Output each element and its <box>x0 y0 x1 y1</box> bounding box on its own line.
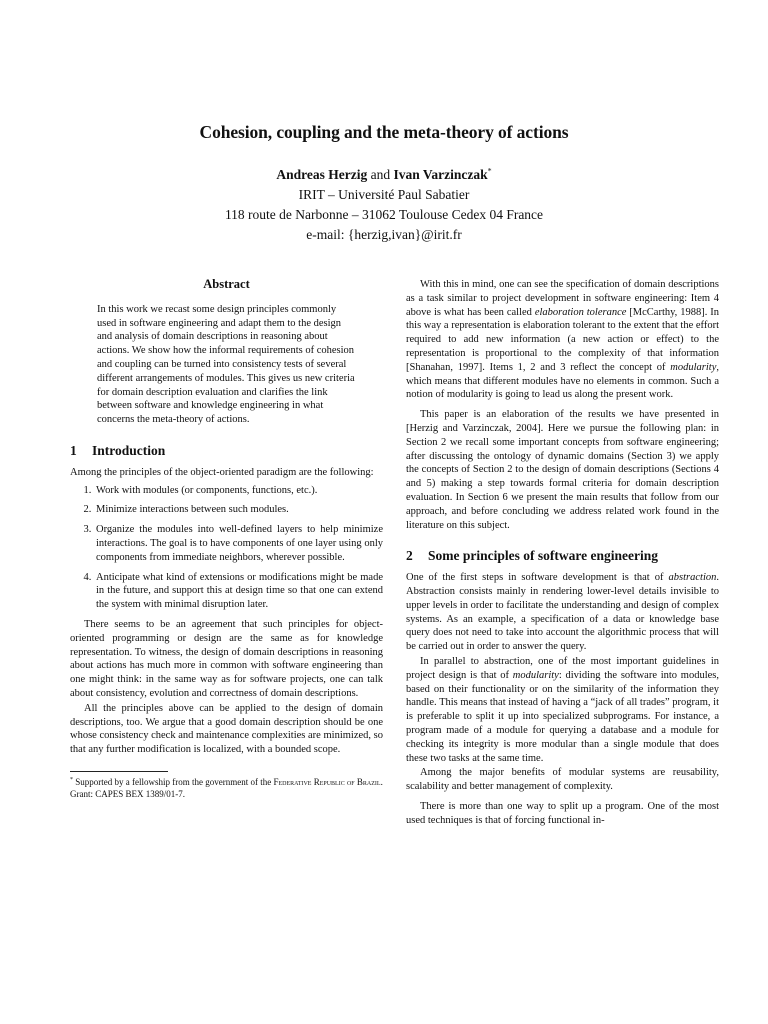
text: In parallel to abstraction, one of the most important guidelines in project design is that of <box>406 655 719 681</box>
author-line <box>0 165 768 185</box>
abstract-text: In this work we recast some design principles commonly used in software engineering and adapt them to the design and analysis of domain descriptions in reasoning about actions. We show how the informal requirements of cohesion and coupling can be turned into consistency tests of several different arrangements of modules. This gives us new criteria for domain description evaluation and clarifies the link between software and knowledge engineering in what concerns the meta-theory of actions. <box>97 303 355 426</box>
footnote-text: Supported by a fellowship from the government of the <box>75 776 274 787</box>
list-item: 2. Minimize interactions between such modules. <box>94 503 383 517</box>
right-column <box>406 278 719 827</box>
paragraph: There seems to be an agreement that such principles for object-oriented programming or design are the same as for knowledge representation. To witness, the design of domain descriptions in reasoning about actions has much more in common with software engineering than one might think: in the same way as for software projects, one can talk about consistency, evolution and correctness of domain descriptions. <box>70 618 383 699</box>
emphasis: elaboration tolerance <box>534 306 627 318</box>
paragraph: Among the major benefits of modular systems are reusability, scalability and better management of complexity. <box>406 767 719 793</box>
text: With this in mind, one can see the specification of domain descriptions as a task similar to project development in software engineering: Item 4 above is what has been called <box>406 279 719 318</box>
paragraph <box>406 655 719 765</box>
footnote-text: . Grant: CAPES BEX 1389/01-7. <box>70 776 383 799</box>
list-item: 4. Anticipate what kind of extensions or modifications might be made in the future, and support this at design time so that one can extend the system with minimal disruption later. <box>94 571 383 612</box>
left-column <box>70 278 383 800</box>
abstract-heading: Abstract <box>203 277 250 291</box>
list-item: 3. Organize the modules into well-defined layers to help minimize interactions. The goal is to have components of one layer using only components from immediate neighbors, wherever possible. <box>94 523 383 564</box>
email: e-mail: {herzig,ivan}@irit.fr <box>306 227 462 242</box>
emphasis: abstraction <box>668 572 717 584</box>
section-heading <box>406 549 719 563</box>
emphasis: modularity <box>512 669 559 681</box>
author-name: Ivan Varzinczak <box>393 167 488 182</box>
author-name: Andreas Herzig <box>276 167 368 182</box>
text: [McCarthy, 1988]. In this way a representation is elaboration tolerant to the extent that the effort required to add new information (a new action or effect) to the representation is proportional to the complexity of that information [Shanahan, 1997]. Items 1, 2 and 3 reflect the concept of <box>406 306 719 373</box>
paragraph: There is more than one way to split up a program. One of the most used techniques is that of forcing functional in- <box>406 800 719 826</box>
section-heading <box>70 444 383 458</box>
paragraph <box>406 278 719 402</box>
author-conjunction: and <box>370 167 391 182</box>
affiliation: IRIT – Université Paul Sabatier <box>298 187 470 202</box>
author-block <box>0 165 768 245</box>
principles-list <box>70 484 383 612</box>
footnote-rule <box>70 771 168 772</box>
section-title: Introduction <box>92 442 166 458</box>
section-title: Some principles of software engineering <box>428 548 658 564</box>
emphasis: modularity <box>670 361 717 373</box>
paragraph <box>406 571 719 654</box>
text: One of the first steps in software development is that of <box>406 572 669 584</box>
paragraph: This paper is an elaboration of the results we have presented in [Herzig and Varzinczak, 2004]. Here we pursue the following plan: in Section 2 we recall some important concepts from software engineering; after discussing the ontology of dynamic domains (Section 3) we apply the concepts of Section 2 to the design of domain descriptions (Sections 4 and 5) making a step towards formal criteria for domain description evaluation. In Section 6 we present the main results that follow from our approach, and before concluding we address related work found in the literature on this subject. <box>406 409 719 531</box>
text: . Abstraction consists mainly in rendering lower-level details invisible to upper levels in order to facilitate the understanding and design of complex systems. As an example, a specification of a data or knowledge base query does not need to take into account the algorithmic process that will be carried out in order to answer the query. <box>406 572 719 653</box>
footnote-country: Federative Republic of Brazil <box>273 776 381 787</box>
paper-title: Cohesion, coupling and the meta-theory of actions <box>199 122 569 142</box>
section-number: 1 <box>70 442 77 458</box>
footnote-mark: * <box>70 776 73 783</box>
address: 118 route de Narbonne – 31062 Toulouse Cedex 04 France <box>224 207 544 222</box>
list-item: 1. Work with modules (or components, functions, etc.). <box>94 484 383 498</box>
text: , which means that different modules have no elements in common. Such a notion of modularity is going to lead us along the present work. <box>406 361 719 401</box>
paragraph: Among the principles of the object-oriented paradigm are the following: <box>70 466 374 478</box>
paragraph: All the principles above can be applied to the design of domain descriptions, too. We argue that a good domain description should be one whose consistency check and maintenance complexities are minimized, so that any further modification is localized, with a bounded scope. <box>70 702 383 756</box>
footnote <box>70 776 383 800</box>
text: : dividing the software into modules, based on their functionality or on the similarity of the information they handle. This means that instead of having a “jack of all trades” program, it is preferable to split it up into specialized subprograms. For instance, a program made of a module for querying a database and a module for checking its integrity is more modular than a single module that does these two tasks at the same time. <box>406 669 719 764</box>
footnote-mark: * <box>487 166 492 176</box>
section-number: 2 <box>406 548 413 564</box>
